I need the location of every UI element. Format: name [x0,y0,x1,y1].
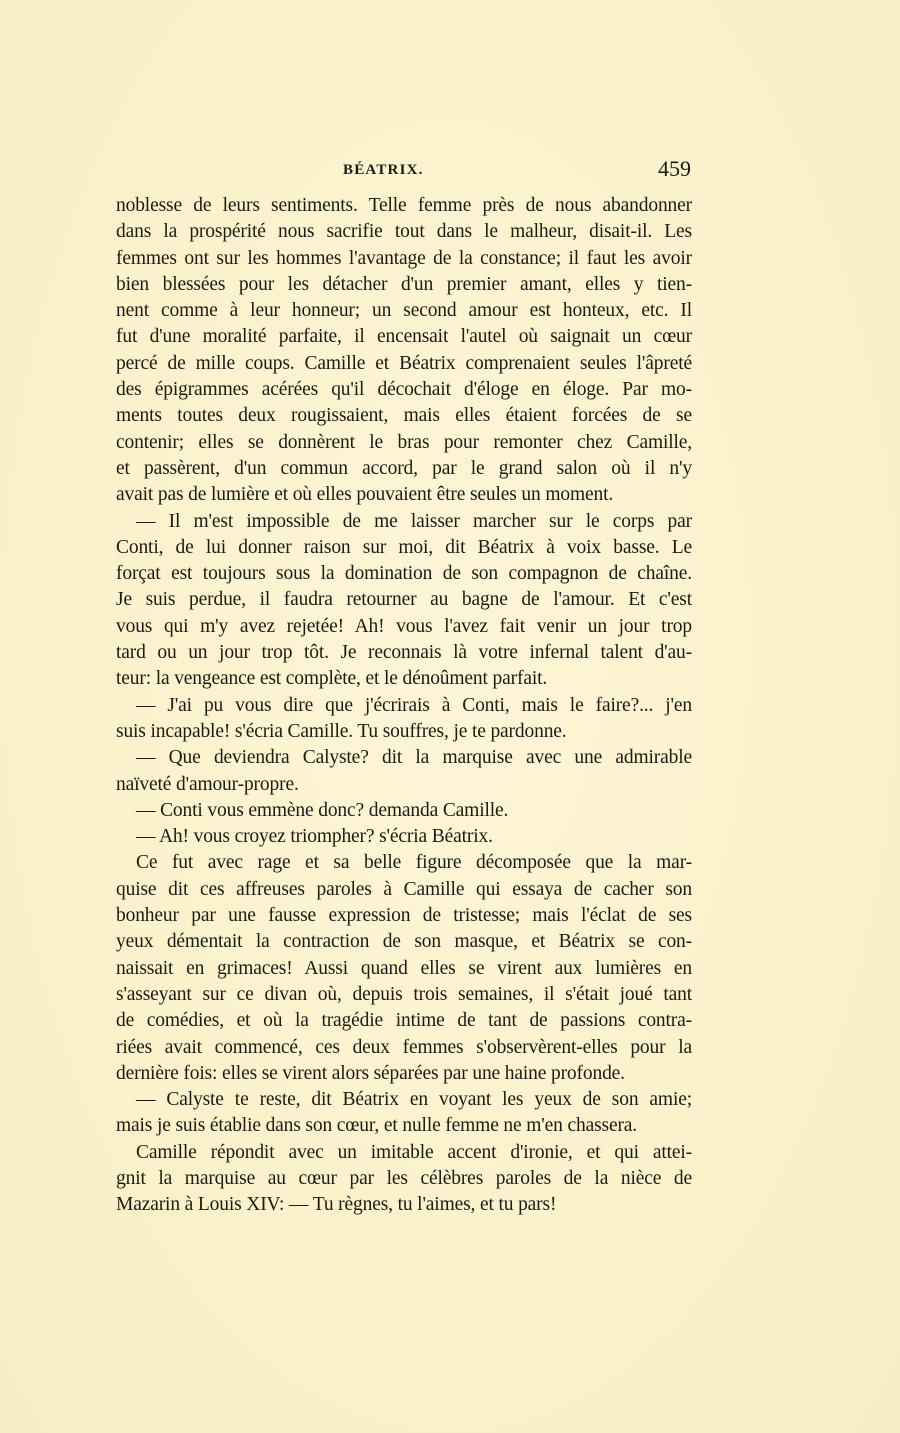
text-line: dans la prospérité nous sacrifie tout dans le malheur, disait-il. Les [116,221,692,243]
page-number: 459 [658,156,691,181]
text-line: ments toutes deux rougissaient, mais elles étaient forcées de se [116,405,692,427]
text-line: suis incapable! s'écria Camille. Tu souffres, je te pardonne. [116,720,567,742]
paragraph [116,693,692,746]
paragraph [116,193,692,509]
text-line: femmes ont sur les hommes l'avantage de la constance; il faut les avoir [116,247,692,269]
paragraph [116,509,692,693]
text-line: — Il m'est impossible de me laisser marcher sur le corps par [136,510,692,532]
text-line: avait pas de lumière et où elles pouvaient être seules un moment. [116,484,614,506]
text-line: percé de mille coups. Camille et Béatrix comprenaient seules l'âpreté [116,352,692,374]
text-line: fut d'une moralité parfaite, il encensait l'autel où saignait un cœur [116,326,692,348]
text-line: — Ah! vous croyez triompher? s'écria Béatrix. [136,826,493,848]
text-line: Ce fut avec rage et sa belle figure décomposée que la mar- [136,852,692,874]
text-line: naissait en grimaces! Aussi quand elles se virent aux lumières en [116,957,692,979]
paragraph [116,798,692,824]
running-head [117,156,691,188]
text-line: bonheur par une fausse expression de tristesse; mais l'éclat de ses [116,905,692,927]
text-line: — J'ai pu vous dire que j'écrirais à Conti, mais le faire?... j'en [136,694,692,716]
text-line: vous qui m'y avez rejetée! Ah! vous l'avez fait venir un jour trop [116,615,692,637]
text-line: Camille répondit avec un imitable accent d'ironie, et qui attei- [136,1141,692,1163]
text-line: mais je suis établie dans son cœur, et nulle femme ne m'en chassera. [116,1115,638,1137]
text-line: forçat est toujours sous la domination de son compagnon de chaîne. [116,563,692,585]
text-line: Je suis perdue, il faudra retourner au bagne de l'amour. Et c'est [116,589,692,611]
body-text [116,193,692,1219]
paragraph [116,850,692,1087]
running-title: BÉATRIX. [343,162,424,178]
text-line: et passèrent, d'un commun accord, par le grand salon où il n'y [116,457,692,479]
text-line: teur: la vengeance est complète, et le dénoûment parfait. [116,668,548,690]
text-line: de comédies, et où la tragédie intime de tant de passions contra- [116,1010,692,1032]
paragraph [116,1140,692,1219]
text-line: s'asseyant sur ce divan où, depuis trois semaines, il s'était joué tant [116,983,692,1005]
text-line: — Que deviendra Calyste? dit la marquise avec une admirable [136,747,692,769]
text-line: dernière fois: elles se virent alors séparées par une haine profonde. [116,1062,625,1084]
text-line: bien blessées pour les détacher d'un premier amant, elles y tien- [116,273,692,295]
text-line: contenir; elles se donnèrent le bras pour remonter chez Camille, [116,431,692,453]
text-line: Mazarin à Louis XIV: — Tu règnes, tu l'aimes, et tu pars! [116,1194,557,1216]
text-line: yeux démentait la contraction de son masque, et Béatrix se con- [116,931,692,953]
text-line: — Conti vous emmène donc? demanda Camille. [136,799,509,821]
text-line: Conti, de lui donner raison sur moi, dit Béatrix à voix basse. Le [116,536,692,558]
text-line: quise dit ces affreuses paroles à Camille qui essaya de cacher son [116,878,692,900]
paragraph [116,745,692,798]
text-line: riées avait commencé, ces deux femmes s'observèrent-elles pour la [116,1036,692,1058]
paragraph [116,824,692,850]
text-line: nent comme à leur honneur; un second amour est honteux, etc. Il [116,300,692,322]
text-line: naïveté d'amour-propre. [116,773,299,795]
text-line: noblesse de leurs sentiments. Telle femme près de nous abandonner [116,195,692,216]
text-line: tard ou un jour trop tôt. Je reconnais là votre infernal talent d'au- [116,642,692,664]
paragraph [116,1087,692,1140]
text-line: — Calyste te reste, dit Béatrix en voyant les yeux de son amie; [136,1089,692,1111]
text-line: des épigrammes acérées qu'il décochait d'éloge en éloge. Par mo- [116,379,692,401]
text-line: gnit la marquise au cœur par les célèbres paroles de la nièce de [116,1167,692,1189]
